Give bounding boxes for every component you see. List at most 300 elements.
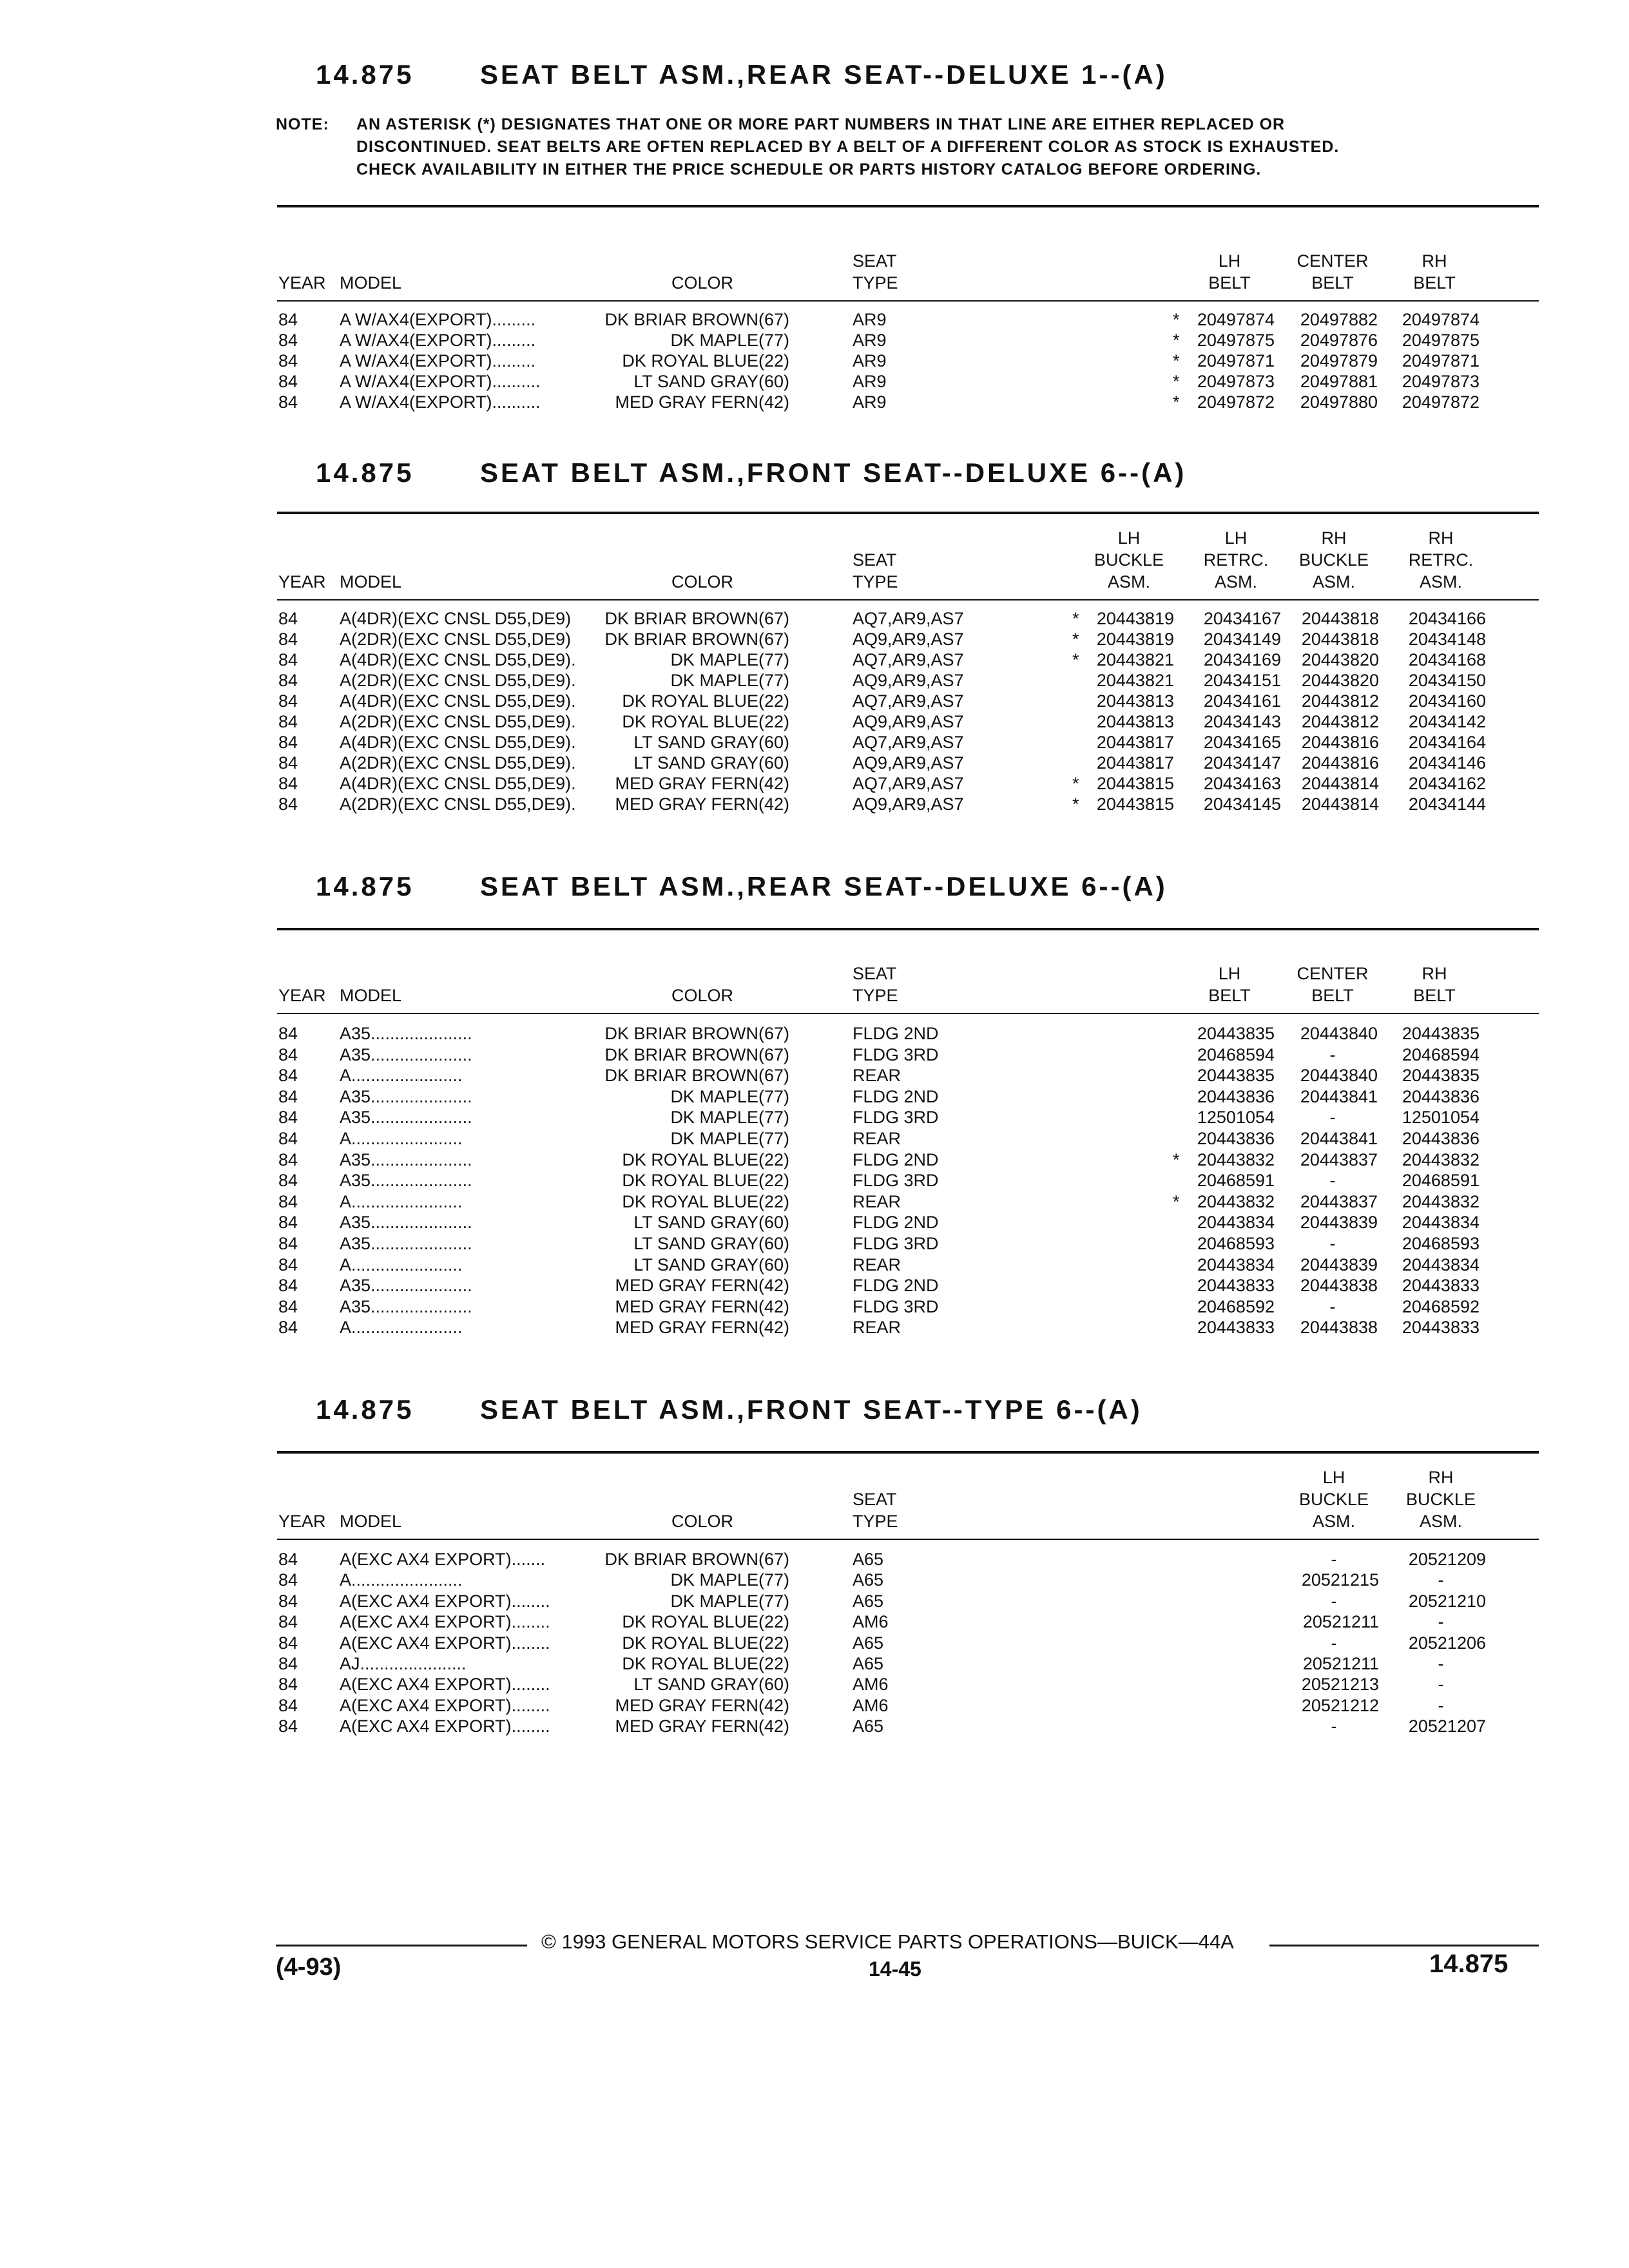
cell-color: DK MAPLE(77) (670, 1591, 789, 1611)
table-row (277, 1653, 1539, 1674)
table-row (277, 773, 1539, 794)
cell-seat-type: FLDG 2ND (853, 1276, 939, 1296)
cell-part-number: 20521211 (1302, 1612, 1379, 1632)
cell-part-number: 20443837 (1300, 1191, 1378, 1211)
cell-color: DK BRIAR BROWN(67) (604, 609, 789, 628)
cell-part-number: - (1438, 1695, 1444, 1715)
table-row (277, 711, 1539, 732)
asterisk-marker: * (1072, 629, 1079, 649)
cell-year: 84 (278, 1171, 298, 1191)
cell-seat-type: AQ9,AR9,AS7 (853, 712, 964, 731)
cell-seat-type: AQ7,AR9,AS7 (853, 733, 964, 752)
table-row (277, 1191, 1539, 1212)
cell-color: DK ROYAL BLUE(22) (622, 691, 789, 711)
header-seat-type: SEAT (853, 251, 897, 271)
section-number: 14.875 (316, 1394, 414, 1425)
cell-part-number: 20443812 (1301, 712, 1379, 731)
cell-color: DK MAPLE(77) (670, 1570, 789, 1590)
cell-color: LT SAND GRAY(60) (633, 1213, 789, 1233)
cell-model: A(EXC AX4 EXPORT)........ (340, 1695, 550, 1715)
cell-part-number: 20443841 (1300, 1129, 1378, 1148)
cell-part-number: 20443816 (1301, 733, 1379, 752)
cell-model: A(4DR)(EXC CNSL D55,DE9). (340, 650, 576, 669)
cell-year: 84 (278, 753, 298, 773)
cell-part-number: 20521206 (1408, 1633, 1486, 1653)
section-title (316, 1394, 1142, 1425)
cell-seat-type: AR9 (853, 310, 887, 329)
cell-year: 84 (278, 1024, 298, 1043)
cell-part-number: 20443835 (1197, 1024, 1275, 1043)
table-row (277, 1065, 1539, 1086)
footer-date: (4-93) (276, 1954, 342, 1981)
cell-year: 84 (278, 372, 298, 391)
cell-seat-type: A65 (853, 1591, 884, 1611)
cell-color: DK MAPLE(77) (670, 1108, 789, 1128)
cell-color: LT SAND GRAY(60) (633, 372, 789, 391)
cell-model: A W/AX4(EXPORT)......... (340, 331, 536, 350)
header-part-column: ASM. (1312, 572, 1355, 591)
cell-year: 84 (278, 392, 298, 412)
cell-year: 84 (278, 794, 298, 814)
cell-part-number: 20497874 (1197, 310, 1275, 329)
table-row (277, 753, 1539, 773)
cell-seat-type: AR9 (853, 351, 887, 370)
table-row (277, 1044, 1539, 1065)
cell-part-number: 20443838 (1300, 1276, 1378, 1296)
cell-model: A....................... (340, 1066, 463, 1086)
cell-color: LT SAND GRAY(60) (633, 1675, 789, 1695)
header-rule (277, 599, 1539, 601)
cell-part-number: 20443819 (1096, 629, 1174, 649)
header-year: YEAR (278, 572, 326, 591)
header-rule (277, 1539, 1539, 1540)
section-title-text: SEAT BELT ASM.,FRONT SEAT--TYPE 6--(A) (480, 1394, 1142, 1425)
cell-year: 84 (278, 1296, 298, 1316)
cell-year: 84 (278, 733, 298, 752)
asterisk-marker: * (1072, 774, 1079, 793)
header-seat-type: TYPE (853, 572, 898, 591)
cell-color: MED GRAY FERN(42) (615, 392, 789, 412)
cell-color: MED GRAY FERN(42) (615, 1695, 789, 1715)
cell-year: 84 (278, 1149, 298, 1169)
cell-year: 84 (278, 1318, 298, 1338)
cell-part-number: 20434149 (1203, 629, 1281, 649)
cell-model: A35..................... (340, 1171, 472, 1191)
table-row (277, 1086, 1539, 1107)
cell-year: 84 (278, 1044, 298, 1064)
cell-part-number: 20468593 (1197, 1234, 1275, 1253)
cell-seat-type: A65 (853, 1654, 884, 1673)
cell-seat-type: FLDG 3RD (853, 1296, 939, 1316)
cell-part-number: 20443836 (1402, 1129, 1480, 1148)
cell-part-number: 20434162 (1408, 774, 1486, 793)
header-part-column: LH (1322, 1468, 1345, 1487)
cell-year: 84 (278, 774, 298, 793)
cell-part-number: 12501054 (1402, 1108, 1480, 1128)
cell-part-number: 20443834 (1402, 1254, 1480, 1274)
footer-page-number: 14-45 (869, 1957, 921, 1981)
cell-color: DK BRIAR BROWN(67) (604, 1066, 789, 1086)
cell-part-number: - (1329, 1171, 1336, 1191)
cell-part-number: 20443833 (1402, 1318, 1480, 1338)
header-part-column: BELT (1413, 273, 1456, 293)
cell-part-number: - (1438, 1612, 1444, 1632)
asterisk-marker: * (1173, 372, 1180, 391)
cell-year: 84 (278, 1129, 298, 1148)
cell-part-number: 20443832 (1197, 1191, 1275, 1211)
section-title-text: SEAT BELT ASM.,FRONT SEAT--DELUXE 6--(A) (480, 457, 1187, 488)
cell-part-number: 20443833 (1402, 1276, 1480, 1296)
cell-seat-type: AQ9,AR9,AS7 (853, 753, 964, 773)
cell-model: A....................... (340, 1129, 463, 1148)
cell-part-number: 20434146 (1408, 753, 1486, 773)
table-row (277, 670, 1539, 691)
cell-year: 84 (278, 331, 298, 350)
cell-part-number: 20434163 (1203, 774, 1281, 793)
cell-year: 84 (278, 310, 298, 329)
cell-color: DK ROYAL BLUE(22) (622, 1633, 789, 1653)
header-seat-type: SEAT (853, 550, 897, 570)
cell-color: LT SAND GRAY(60) (633, 733, 789, 752)
cell-part-number: 20497871 (1197, 351, 1275, 370)
section-title (316, 871, 1168, 902)
cell-part-number: 20443820 (1301, 650, 1379, 669)
cell-part-number: - (1329, 1296, 1336, 1316)
cell-part-number: 20434150 (1408, 671, 1486, 690)
table-row (277, 1275, 1539, 1296)
cell-part-number: 20434165 (1203, 733, 1281, 752)
table-row (277, 1570, 1539, 1590)
cell-part-number: 20443819 (1096, 609, 1174, 628)
table-row (277, 392, 1539, 412)
cell-seat-type: AQ9,AR9,AS7 (853, 794, 964, 814)
table-row (277, 330, 1539, 351)
table-top-rule (277, 928, 1539, 930)
cell-part-number: - (1329, 1108, 1336, 1128)
header-year: YEAR (278, 1512, 326, 1531)
table-row (277, 1149, 1539, 1170)
cell-color: DK MAPLE(77) (670, 1129, 789, 1148)
asterisk-marker: * (1173, 310, 1180, 329)
cell-color: DK BRIAR BROWN(67) (604, 1550, 789, 1569)
cell-part-number: 20497881 (1300, 372, 1378, 391)
cell-seat-type: A65 (853, 1716, 884, 1736)
cell-part-number: 20468591 (1402, 1171, 1480, 1191)
cell-part-number: 20443814 (1301, 794, 1379, 814)
cell-part-number: 20443840 (1300, 1066, 1378, 1086)
header-color: COLOR (671, 1512, 734, 1531)
cell-model: A(EXC AX4 EXPORT)........ (340, 1675, 550, 1695)
cell-part-number: 20497882 (1300, 310, 1378, 329)
header-seat-type: SEAT (853, 1490, 897, 1509)
cell-seat-type: FLDG 2ND (853, 1213, 939, 1233)
header-part-column: CENTER (1296, 964, 1369, 983)
cell-seat-type: REAR (853, 1191, 901, 1211)
table-row (277, 732, 1539, 753)
header-part-column: RH (1422, 964, 1447, 983)
table-row (277, 1212, 1539, 1233)
cell-part-number: 20443813 (1096, 691, 1174, 711)
table-row (277, 1128, 1539, 1149)
cell-seat-type: REAR (853, 1129, 901, 1148)
note-line: AN ASTERISK (*) DESIGNATES THAT ONE OR MORE PART NUMBERS IN THAT LINE ARE EITHER REPLACED OR (356, 115, 1286, 133)
cell-part-number: 20497871 (1402, 351, 1480, 370)
note-label: NOTE: (276, 115, 329, 133)
table-row (277, 1107, 1539, 1128)
cell-model: A(4DR)(EXC CNSL D55,DE9). (340, 691, 576, 711)
cell-model: A35..................... (340, 1234, 472, 1253)
cell-model: A(2DR)(EXC CNSL D55,DE9) (340, 629, 572, 649)
header-part-column: BELT (1311, 273, 1354, 293)
cell-part-number: 20497872 (1402, 392, 1480, 412)
cell-part-number: 20521209 (1408, 1550, 1486, 1569)
cell-color: LT SAND GRAY(60) (633, 1254, 789, 1274)
cell-part-number: 20443817 (1096, 733, 1174, 752)
cell-year: 84 (278, 351, 298, 370)
cell-model: A(EXC AX4 EXPORT)........ (340, 1591, 550, 1611)
cell-model: A....................... (340, 1318, 463, 1338)
cell-part-number: 20497876 (1300, 331, 1378, 350)
cell-color: LT SAND GRAY(60) (633, 753, 789, 773)
cell-seat-type: AQ9,AR9,AS7 (853, 671, 964, 690)
cell-year: 84 (278, 1108, 298, 1128)
cell-part-number: - (1329, 1044, 1336, 1064)
cell-year: 84 (278, 1234, 298, 1253)
header-part-column: RH (1428, 1468, 1454, 1487)
cell-color: DK BRIAR BROWN(67) (604, 1044, 789, 1064)
cell-model: A(4DR)(EXC CNSL D55,DE9) (340, 609, 572, 628)
table-row (277, 691, 1539, 711)
cell-year: 84 (278, 1591, 298, 1611)
cell-model: A(EXC AX4 EXPORT)........ (340, 1633, 550, 1653)
cell-year: 84 (278, 1654, 298, 1673)
cell-part-number: 20497873 (1402, 372, 1480, 391)
table-row (277, 1633, 1539, 1653)
cell-seat-type: FLDG 3RD (853, 1234, 939, 1253)
cell-color: DK ROYAL BLUE(22) (622, 1149, 789, 1169)
cell-year: 84 (278, 629, 298, 649)
table-top-rule (277, 1451, 1539, 1454)
cell-color: DK MAPLE(77) (670, 1086, 789, 1106)
cell-year: 84 (278, 1675, 298, 1695)
cell-part-number: 20443839 (1300, 1254, 1378, 1274)
cell-color: MED GRAY FERN(42) (615, 1318, 789, 1338)
cell-year: 84 (278, 1086, 298, 1106)
cell-color: MED GRAY FERN(42) (615, 794, 789, 814)
section-title-text: SEAT BELT ASM.,REAR SEAT--DELUXE 6--(A) (480, 871, 1168, 901)
cell-part-number: - (1331, 1633, 1337, 1653)
cell-color: DK MAPLE(77) (670, 650, 789, 669)
cell-part-number: 20521215 (1301, 1570, 1379, 1590)
cell-part-number: - (1331, 1716, 1337, 1736)
cell-seat-type: REAR (853, 1066, 901, 1086)
cell-part-number: 12501054 (1197, 1108, 1275, 1128)
cell-model: A(EXC AX4 EXPORT)....... (340, 1550, 546, 1569)
cell-model: A W/AX4(EXPORT).......... (340, 372, 541, 391)
note-line: CHECK AVAILABILITY IN EITHER THE PRICE SCHEDULE OR PARTS HISTORY CATALOG BEFORE ORDERING. (356, 160, 1262, 178)
cell-model: A(EXC AX4 EXPORT)........ (340, 1612, 550, 1632)
cell-part-number: 20443814 (1301, 774, 1379, 793)
cell-part-number: 20468594 (1197, 1044, 1275, 1064)
cell-model: AJ...................... (340, 1654, 467, 1673)
section-number: 14.875 (316, 871, 414, 901)
cell-seat-type: AQ7,AR9,AS7 (853, 774, 964, 793)
header-part-column: BUCKLE (1298, 1490, 1369, 1509)
table-row (277, 371, 1539, 392)
cell-model: A W/AX4(EXPORT)......... (340, 351, 536, 370)
asterisk-marker: * (1173, 1191, 1180, 1211)
cell-part-number: 20443839 (1300, 1213, 1378, 1233)
cell-part-number: 20434148 (1408, 629, 1486, 649)
cell-model: A35..................... (340, 1296, 472, 1316)
header-part-column: LH (1218, 964, 1241, 983)
cell-year: 84 (278, 1570, 298, 1590)
cell-seat-type: REAR (853, 1254, 901, 1274)
header-part-column: ASM. (1312, 1512, 1355, 1531)
cell-color: LT SAND GRAY(60) (633, 1234, 789, 1253)
cell-part-number: 20434167 (1203, 609, 1281, 628)
cell-seat-type: FLDG 2ND (853, 1149, 939, 1169)
cell-model: A35..................... (340, 1213, 472, 1233)
cell-year: 84 (278, 609, 298, 628)
cell-seat-type: FLDG 2ND (853, 1024, 939, 1043)
cell-color: DK ROYAL BLUE(22) (622, 351, 789, 370)
cell-model: A(2DR)(EXC CNSL D55,DE9). (340, 671, 576, 690)
table-row (277, 1023, 1539, 1044)
header-part-column: BELT (1208, 986, 1251, 1005)
cell-model: A....................... (340, 1254, 463, 1274)
asterisk-marker: * (1173, 331, 1180, 350)
cell-part-number: 20443838 (1300, 1318, 1378, 1338)
cell-part-number: 20497875 (1402, 331, 1480, 350)
cell-color: DK MAPLE(77) (670, 671, 789, 690)
header-color: COLOR (671, 986, 734, 1005)
cell-part-number: 20443815 (1096, 774, 1174, 793)
table-row (277, 1611, 1539, 1632)
cell-part-number: 20434144 (1408, 794, 1486, 814)
header-part-column: RH (1321, 528, 1347, 548)
cell-part-number: 20443812 (1301, 691, 1379, 711)
cell-seat-type: AM6 (853, 1675, 889, 1695)
header-part-column: BUCKLE (1405, 1490, 1476, 1509)
header-year: YEAR (278, 273, 326, 293)
cell-part-number: 20434161 (1203, 691, 1281, 711)
cell-part-number: 20443832 (1402, 1149, 1480, 1169)
cell-part-number: 20443835 (1197, 1066, 1275, 1086)
header-part-column: ASM. (1419, 572, 1462, 591)
section-title (316, 457, 1186, 488)
header-part-column: BUCKLE (1298, 550, 1369, 570)
cell-seat-type: FLDG 3RD (853, 1108, 939, 1128)
header-model: MODEL (340, 1512, 402, 1531)
cell-model: A35..................... (340, 1024, 472, 1043)
cell-seat-type: AQ7,AR9,AS7 (853, 691, 964, 711)
cell-part-number: 20443815 (1096, 794, 1174, 814)
cell-part-number: 20443834 (1197, 1213, 1275, 1233)
cell-part-number: 20434164 (1408, 733, 1486, 752)
cell-color: DK BRIAR BROWN(67) (604, 629, 789, 649)
cell-part-number: 20434147 (1203, 753, 1281, 773)
cell-part-number: 20468593 (1402, 1234, 1480, 1253)
cell-year: 84 (278, 712, 298, 731)
cell-color: DK ROYAL BLUE(22) (622, 1654, 789, 1673)
cell-seat-type: A65 (853, 1550, 884, 1569)
header-part-column: BELT (1208, 273, 1251, 293)
header-part-column: RH (1422, 251, 1447, 271)
header-part-column: ASM. (1214, 572, 1257, 591)
cell-seat-type: REAR (853, 1318, 901, 1338)
cell-part-number: - (1331, 1550, 1337, 1569)
table-row (277, 1317, 1539, 1338)
header-seat-type: TYPE (853, 1512, 898, 1531)
header-seat-type: TYPE (853, 986, 898, 1005)
cell-year: 84 (278, 1066, 298, 1086)
cell-year: 84 (278, 671, 298, 690)
cell-part-number: 20521210 (1408, 1591, 1486, 1611)
cell-part-number: - (1438, 1570, 1444, 1590)
table-row (277, 351, 1539, 371)
cell-year: 84 (278, 650, 298, 669)
cell-part-number: 20443833 (1197, 1318, 1275, 1338)
cell-seat-type: FLDG 3RD (853, 1044, 939, 1064)
cell-part-number: 20468592 (1197, 1296, 1275, 1316)
cell-part-number: - (1329, 1234, 1336, 1253)
footer-rule (276, 1945, 527, 1946)
cell-part-number: 20468594 (1402, 1044, 1480, 1064)
header-part-column: LH (1218, 251, 1241, 271)
cell-part-number: 20521207 (1408, 1716, 1486, 1736)
header-rule (277, 300, 1539, 302)
cell-seat-type: AR9 (853, 392, 887, 412)
cell-part-number: 20521213 (1301, 1675, 1379, 1695)
cell-part-number: 20497873 (1197, 372, 1275, 391)
cell-part-number: 20434142 (1408, 712, 1486, 731)
cell-model: A35..................... (340, 1086, 472, 1106)
section-number: 14.875 (316, 59, 414, 90)
table-row (277, 608, 1539, 629)
header-year: YEAR (278, 986, 326, 1005)
section-title (316, 59, 1168, 90)
cell-part-number: 20443820 (1301, 671, 1379, 690)
cell-color: MED GRAY FERN(42) (615, 1276, 789, 1296)
table-row (277, 1674, 1539, 1695)
cell-seat-type: AQ7,AR9,AS7 (853, 650, 964, 669)
table-row (277, 1170, 1539, 1191)
cell-color: DK ROYAL BLUE(22) (622, 1171, 789, 1191)
header-part-column: RETRC. (1203, 550, 1269, 570)
footer-section-number: 14.875 (1429, 1950, 1509, 1978)
cell-year: 84 (278, 1191, 298, 1211)
table-row (277, 1591, 1539, 1611)
header-part-column: BUCKLE (1094, 550, 1164, 570)
footer-copyright: © 1993 GENERAL MOTORS SERVICE PARTS OPERATIONS—BUICK—44A (541, 1930, 1234, 1953)
cell-seat-type: A65 (853, 1633, 884, 1653)
cell-part-number: 20443817 (1096, 753, 1174, 773)
cell-year: 84 (278, 1695, 298, 1715)
cell-part-number: 20434169 (1203, 650, 1281, 669)
cell-model: A35..................... (340, 1276, 472, 1296)
cell-part-number: 20443821 (1096, 671, 1174, 690)
cell-part-number: 20443832 (1402, 1191, 1480, 1211)
header-part-column: ASM. (1107, 572, 1150, 591)
cell-part-number: 20443834 (1197, 1254, 1275, 1274)
cell-color: DK BRIAR BROWN(67) (604, 310, 789, 329)
header-part-column: RH (1428, 528, 1454, 548)
cell-part-number: 20443818 (1301, 629, 1379, 649)
header-color: COLOR (671, 273, 734, 293)
cell-seat-type: AR9 (853, 331, 887, 350)
table-top-rule (277, 512, 1539, 514)
